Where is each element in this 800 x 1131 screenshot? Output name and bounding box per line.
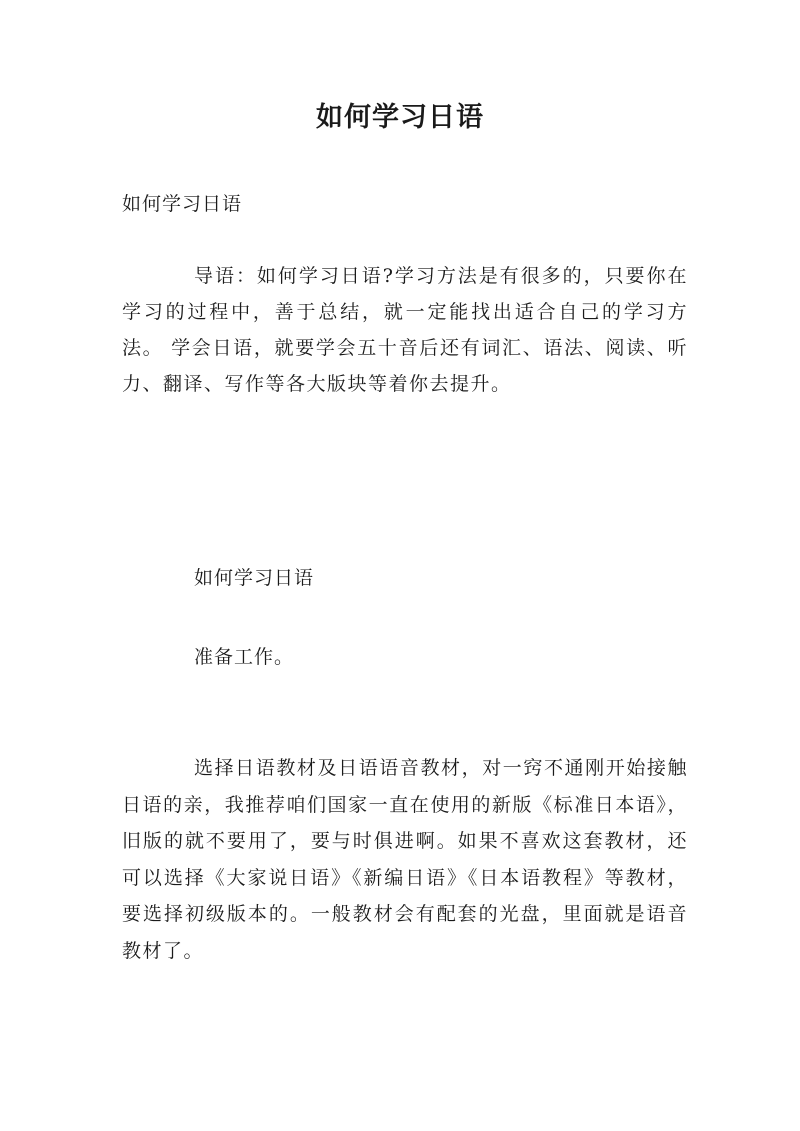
intro-paragraph: 导语：如何学习日语?学习方法是有很多的，只要你在学习的过程中，善于总结，就一定能找出适合自己的学习方法。 学会日语，就要学会五十音后还有词汇、语法、阅读、听力、翻译、写作等各大版块等着你去提升。 [122, 265, 688, 395]
document-subtitle: 如何学习日语 [122, 193, 243, 215]
section-subheading: 准备工作。 [194, 646, 295, 668]
document-title: 如何学习日语 [316, 102, 484, 133]
section-heading: 如何学习日语 [194, 567, 315, 589]
section-body-paragraph: 选择日语教材及日语语音教材，对一窍不通刚开始接触日语的亲，我推荐咱们国家一直在使用的新版《标准日本语》，旧版的就不要用了，要与时俱进啊。如果不喜欢这套教材，还可以选择《大家说日语》《新编日语》《日本语教程》等教材，要选择初级版本的。一般教材会有配套的光盘，里面就是语音教材了。 [122, 757, 688, 962]
